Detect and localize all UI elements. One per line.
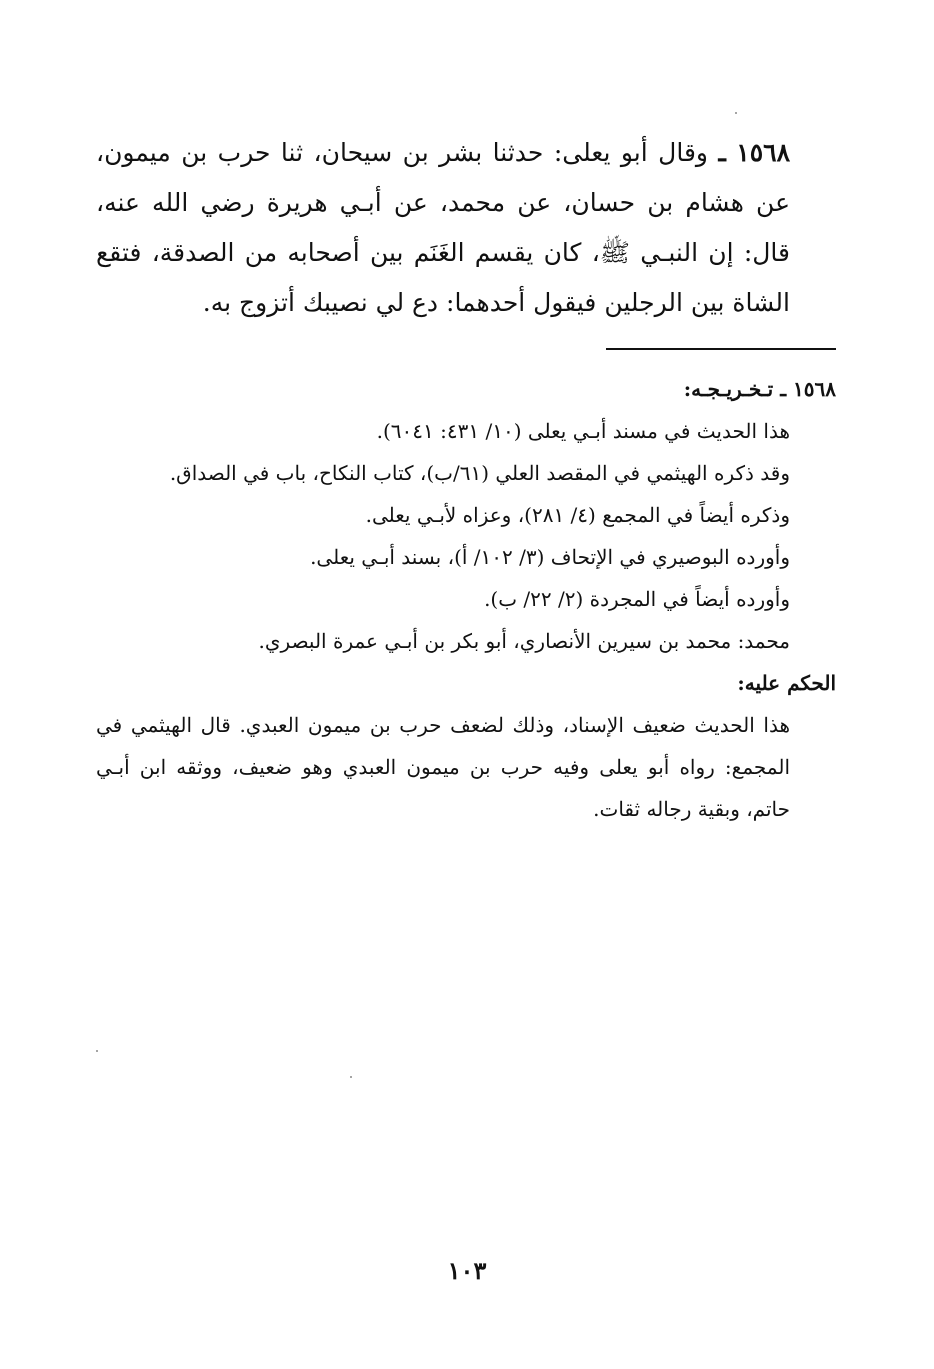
hadith-number: ١٥٦٨ <box>736 138 790 167</box>
hadith-text-block <box>96 128 836 328</box>
hadith-dash: ـ <box>718 138 726 167</box>
ruling-heading: الحكم عليه: <box>737 671 836 695</box>
takhrij-line: محمد: محمد بن سيرين الأنصاري، أبو بكر بن أبـي عمرة البصري. <box>258 629 790 653</box>
hadith-paragraph <box>96 128 836 328</box>
footnotes-block <box>96 368 836 830</box>
takhrij-line: وقد ذكره الهيثمي في المقصد العلي (٦١/ب)، كتاب النكاح، باب في الصداق. <box>169 461 790 485</box>
takhrij-heading: ١٥٦٨ ـ تـخـريـجـه: <box>683 377 836 401</box>
hadith-body: وقال أبو يعلى: حدثنا بشر بن سيحان، ثنا حرب بن ميمون، عن هشام بن حسان، عن محمد، عن أبـي هريرة رضي الله عنه، قال: إن النبـي ﷺ، كان يقسم الغَنَم بين أصحابه من الصدقة، فتقع الشاة بين الرجلين فيقول أحدهما: دع لي نصيبك أتزوج به. <box>96 138 790 317</box>
takhrij-line: وأورده أيضاً في المجردة (٢/ ٢٢/ ب). <box>484 587 790 611</box>
takhrij-line: هذا الحديث في مسند أبـي يعلى (١٠/ ٤٣١: ٦٠٤١). <box>376 419 790 443</box>
takhrij-line: وذكره أيضاً في المجمع (٤/ ٢٨١)، وعزاه لأبـي يعلى. <box>365 503 790 527</box>
page-number: ١٠٣ <box>447 1256 487 1285</box>
footnote-separator <box>606 348 836 350</box>
ruling-text: هذا الحديث ضعيف الإسناد، وذلك لضعف حرب بن ميمون العبدي. قال الهيثمي في المجمع: رواه أبو يعلى وفيه حرب بن ميمون العبدي وهو ضعيف، ووثقه ابن أبـي حاتم، وبقية رجاله ثقات. <box>96 713 790 821</box>
scan-speck <box>735 112 737 114</box>
takhrij-line: وأورده البوصيري في الإتحاف (٣/ ١٠٢/ أ)، بسند أبـي يعلى. <box>310 545 790 569</box>
scan-speck <box>96 1050 98 1052</box>
scan-speck <box>350 1076 352 1078</box>
